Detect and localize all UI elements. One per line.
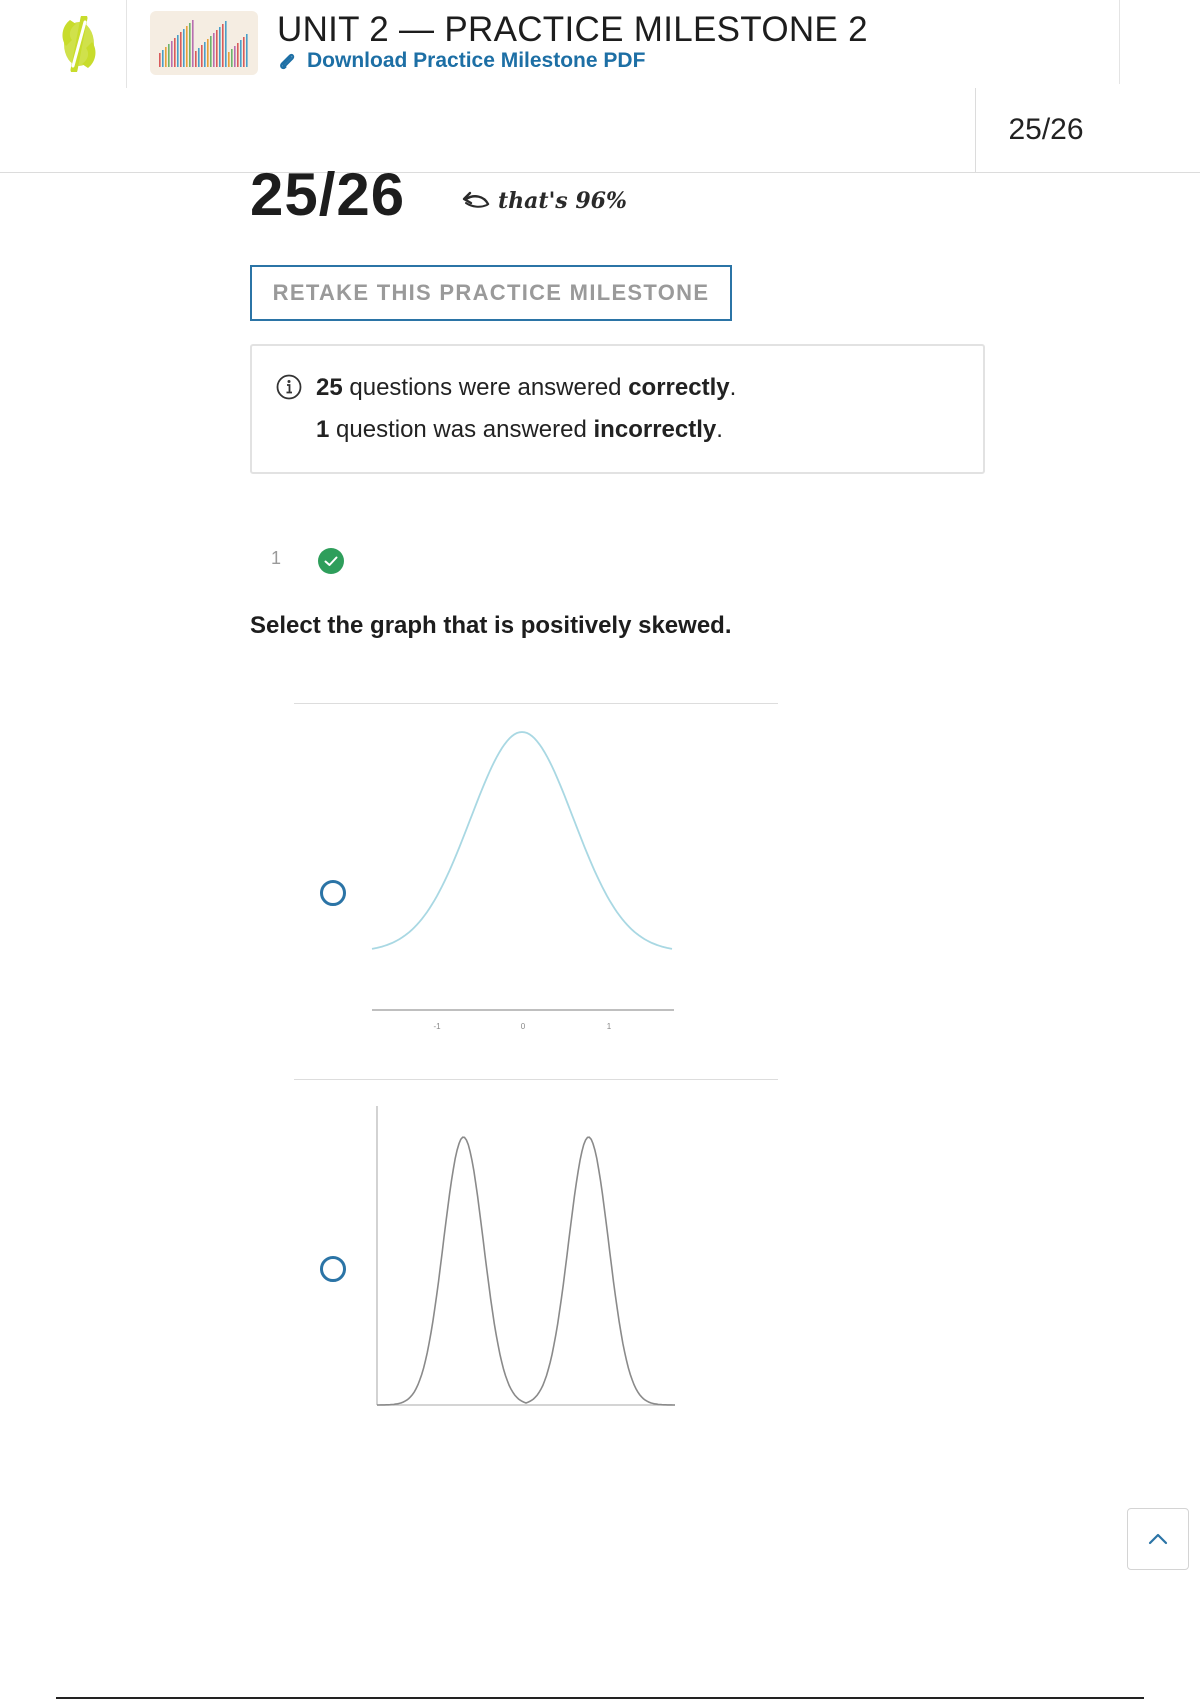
- thumbnail-bar: [162, 50, 164, 67]
- thumbnail-bar: [240, 40, 242, 67]
- score-strip-value: 25/26: [1008, 113, 1084, 146]
- download-pdf-label: Download Practice Milestone PDF: [307, 49, 646, 72]
- tick-label: 0: [520, 1022, 526, 1031]
- thumbnail-bar: [201, 45, 203, 67]
- curved-arrow-icon: [460, 190, 490, 212]
- tick-label: -1: [433, 1022, 441, 1031]
- score-note: [460, 188, 627, 214]
- thumbnail-bar: [159, 53, 161, 67]
- thumbnail-bar: [177, 35, 179, 67]
- correct-count: 25: [316, 374, 343, 401]
- score-note-text: that's 96%: [498, 188, 627, 214]
- option-1-graph[interactable]: [370, 720, 680, 1040]
- question-number: 1: [271, 548, 282, 568]
- thumbnail-bar: [243, 37, 245, 67]
- incorrect-end: .: [716, 416, 723, 443]
- results-summary: [250, 344, 985, 474]
- paperclip-icon: [277, 51, 297, 71]
- thumbnail-bar: [246, 34, 248, 67]
- thumbnail-bar: [183, 29, 185, 67]
- incorrect-text: question was answered: [329, 416, 594, 443]
- big-score: 25/26: [250, 161, 406, 228]
- thumbnail-bar: [168, 44, 170, 67]
- option-divider: [294, 1079, 778, 1080]
- info-icon: [276, 374, 302, 400]
- header: [0, 0, 1200, 88]
- footer-divider: [56, 1697, 1144, 1699]
- option-2-radio[interactable]: [320, 1256, 346, 1282]
- thumbnail-bar: [228, 52, 230, 67]
- incorrect-count: 1: [316, 416, 330, 443]
- correct-summary: [316, 374, 736, 402]
- thumbnail-bar: [222, 24, 224, 67]
- thumbnail-bar: [186, 26, 188, 67]
- thumbnail-bar: [165, 47, 167, 67]
- retake-button[interactable]: RETAKE THIS PRACTICE MILESTONE: [250, 265, 732, 321]
- thumbnail-bar: [192, 20, 194, 67]
- download-pdf-link[interactable]: [277, 49, 645, 73]
- bimodal-curve: [377, 1137, 675, 1405]
- thumbnail-bar: [207, 39, 209, 67]
- thumbnail-bar: [234, 46, 236, 67]
- thumbnail-bar: [204, 42, 206, 67]
- page-title: UNIT 2 — PRACTICE MILESTONE 2: [277, 10, 868, 49]
- incorrect-summary: [316, 416, 723, 444]
- correct-check-icon: [317, 547, 345, 575]
- score-strip: [0, 88, 1200, 173]
- thumbnail-bar: [225, 21, 227, 67]
- thumbnail-bar: [219, 27, 221, 67]
- scroll-to-top-button[interactable]: [1127, 1508, 1189, 1570]
- thumbnail-bar: [180, 32, 182, 67]
- chevron-up-icon: [1147, 1532, 1169, 1546]
- thumbnail-bar: [198, 48, 200, 67]
- logo[interactable]: [0, 0, 127, 88]
- bell-curve: [372, 732, 672, 949]
- incorrect-word: incorrectly: [593, 416, 717, 443]
- thumbnail-bar: [174, 38, 176, 67]
- question-text: Select the graph that is positively skewed.: [250, 612, 732, 639]
- correct-text: questions were answered: [342, 374, 629, 401]
- thumbnail-bar: [237, 43, 239, 67]
- option-2-graph[interactable]: [370, 1100, 680, 1410]
- correct-word: correctly: [628, 374, 730, 401]
- thumbnail-bar: [216, 30, 218, 67]
- tick-label: 1: [606, 1022, 612, 1031]
- thumbnail-bar: [189, 23, 191, 67]
- thumbnail-bar: [195, 51, 197, 67]
- thumbnail-bar: [231, 49, 233, 67]
- thumbnail-bar: [171, 41, 173, 67]
- unit-thumbnail: [150, 11, 258, 75]
- header-divider: [1119, 0, 1120, 84]
- option-divider: [294, 703, 778, 704]
- correct-end: .: [729, 374, 737, 401]
- thumbnail-bar: [213, 33, 215, 67]
- option-1-radio[interactable]: [320, 880, 346, 906]
- bar-chart-thumbnail: [158, 17, 250, 69]
- sophia-logo-icon: [58, 16, 100, 72]
- thumbnail-bar: [210, 36, 212, 67]
